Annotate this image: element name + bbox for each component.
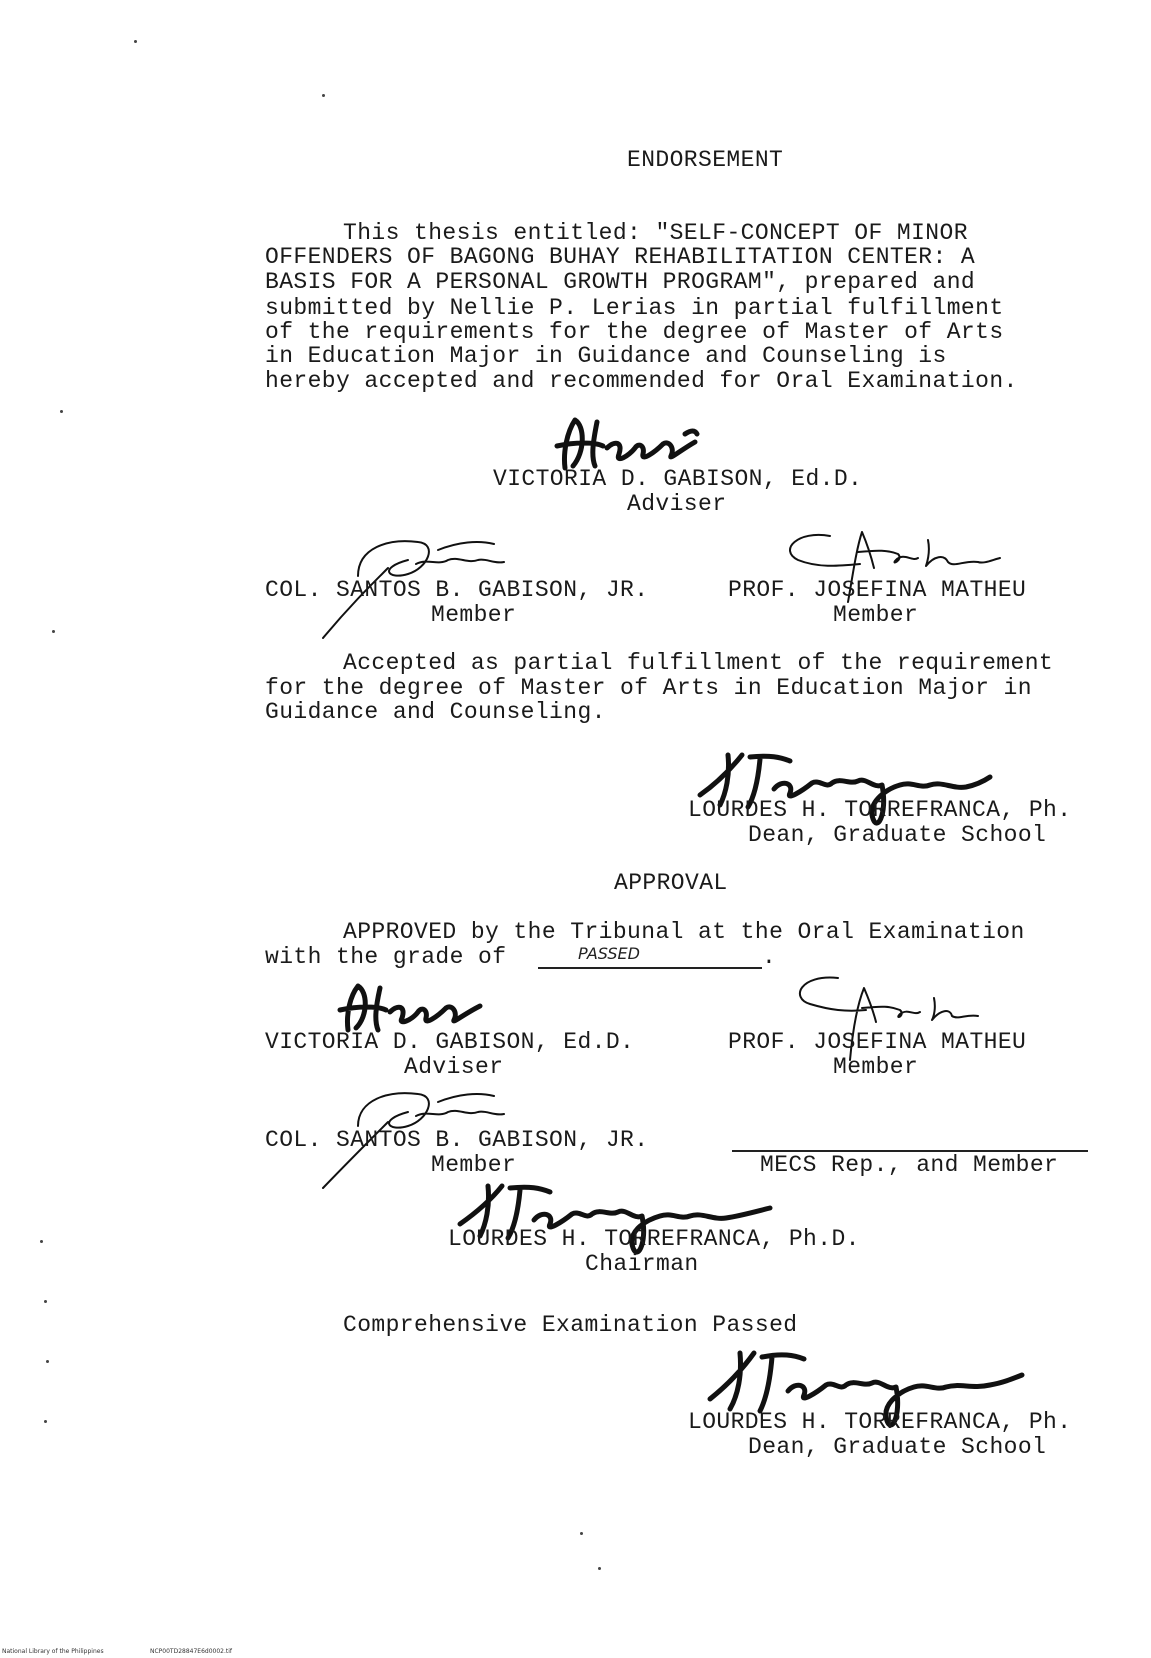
approval-member-right-role: Member bbox=[833, 1054, 919, 1080]
scan-speck bbox=[60, 410, 63, 413]
approval-line-2-prefix: with the grade of bbox=[265, 944, 507, 970]
endorsement-member-left-role: Member bbox=[431, 602, 517, 628]
endorsement-line-4: submitted by Nellie P. Lerias in partial fulfillment bbox=[265, 295, 1004, 321]
scan-speck bbox=[44, 1420, 47, 1423]
file-code: NCP00TD28847E6d0002.tif bbox=[150, 1648, 233, 1655]
scan-speck bbox=[598, 1567, 601, 1570]
acceptance-dean-name: LOURDES H. TORREFRANCA, Ph. bbox=[688, 797, 1072, 823]
endorsement-line-6: in Education Major in Guidance and Counseling is bbox=[265, 343, 947, 369]
adviser-signature bbox=[545, 412, 715, 474]
endorsement-adviser-role: Adviser bbox=[627, 491, 727, 517]
approval-line-2-suffix: . bbox=[762, 944, 777, 970]
acceptance-line-1: Accepted as partial fulfillment of the requirement bbox=[343, 650, 1054, 676]
endorsement-adviser-name: VICTORIA D. GABISON, Ed.D. bbox=[493, 466, 863, 492]
scan-speck bbox=[40, 1240, 43, 1243]
endorsement-member-left-name: COL. SANTOS B. GABISON, JR. bbox=[265, 577, 649, 603]
approval-member-left-name: COL. SANTOS B. GABISON, JR. bbox=[265, 1127, 649, 1153]
comprehensive-text: Comprehensive Examination Passed bbox=[343, 1312, 798, 1338]
approval-adviser-role: Adviser bbox=[404, 1054, 504, 1080]
endorsement-line-1: This thesis entitled: "SELF-CONCEPT OF MINOR bbox=[343, 220, 968, 246]
mecs-rep-role: MECS Rep., and Member bbox=[760, 1152, 1059, 1178]
approval-member-right-name: PROF. JOSEFINA MATHEU bbox=[728, 1029, 1027, 1055]
endorsement-heading: ENDORSEMENT bbox=[627, 147, 784, 173]
endorsement-member-right-name: PROF. JOSEFINA MATHEU bbox=[728, 577, 1027, 603]
endorsement-line-2: OFFENDERS OF BAGONG BUHAY REHABILITATION CENTER: A bbox=[265, 244, 976, 270]
chairman-role: Chairman bbox=[585, 1251, 699, 1277]
endorsement-line-3: BASIS FOR A PERSONAL GROWTH PROGRAM", prepared and bbox=[265, 269, 976, 295]
archive-note: National Library of the Philippines bbox=[2, 1648, 104, 1655]
comprehensive-dean-role: Dean, Graduate School bbox=[748, 1434, 1047, 1460]
grade-underline bbox=[538, 967, 762, 969]
endorsement-line-7: hereby accepted and recommended for Oral Examination. bbox=[265, 368, 1018, 394]
scan-speck bbox=[322, 94, 325, 97]
scan-speck bbox=[52, 630, 55, 633]
scan-speck bbox=[580, 1532, 583, 1535]
scan-speck bbox=[44, 1300, 47, 1303]
endorsement-line-5: of the requirements for the degree of Master of Arts bbox=[265, 319, 1004, 345]
approval-adviser-name: VICTORIA D. GABISON, Ed.D. bbox=[265, 1029, 635, 1055]
approval-heading: APPROVAL bbox=[614, 870, 728, 896]
grade-value: PASSED bbox=[578, 944, 640, 963]
acceptance-line-2: for the degree of Master of Arts in Education Major in bbox=[265, 675, 1032, 701]
approval-adviser-signature bbox=[330, 980, 500, 1035]
scan-speck bbox=[46, 1360, 49, 1363]
chairman-name: LOURDES H. TORREFRANCA, Ph.D. bbox=[448, 1226, 860, 1252]
approval-line-1: APPROVED by the Tribunal at the Oral Examination bbox=[343, 919, 1025, 945]
acceptance-dean-role: Dean, Graduate School bbox=[748, 822, 1047, 848]
endorsement-member-right-role: Member bbox=[833, 602, 919, 628]
scan-speck bbox=[134, 40, 137, 43]
approval-member-left-role: Member bbox=[431, 1152, 517, 1178]
acceptance-line-3: Guidance and Counseling. bbox=[265, 699, 606, 725]
comprehensive-dean-name: LOURDES H. TORREFRANCA, Ph. bbox=[688, 1409, 1072, 1435]
